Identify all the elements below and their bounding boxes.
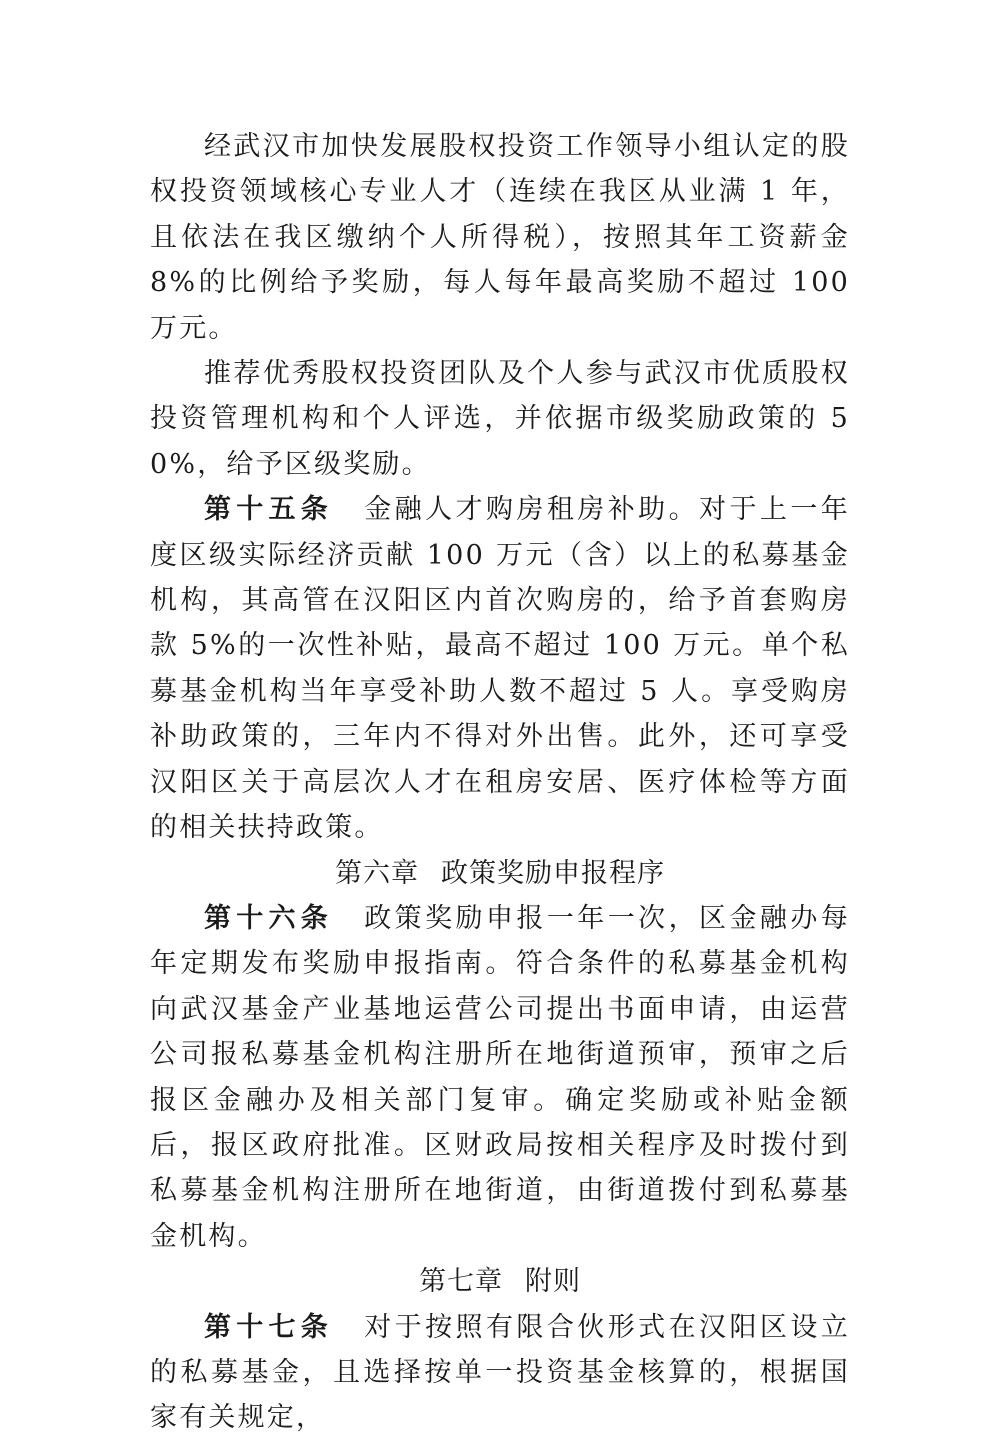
- document-body: [150, 124, 850, 1441]
- article-17-text: 对于按照有限合伙形式在汉阳区设立的私募基金，且选择按单一投资基金核算的，根据国家有关规定，: [150, 1311, 851, 1434]
- article-15-text: 金融人才购房租房补助。对于上一年度区级实际经济贡献 100 万元（含）以上的私募基金机构，其高管在汉阳区内首次购房的，给予首套购房款 5%的一次性补贴，最高不超过 100 万元。单个私募基金机构当年享受补助人数不超过 5 人。享受购房补助政策的，三年内不得对外出售。此外，还可享受汉阳区关于高层次人才在租房安居、医疗体检等方面的相关扶持政策。: [150, 494, 851, 844]
- article-17: [150, 1305, 850, 1441]
- article-16-label: 第十六条: [204, 902, 333, 934]
- chapter-6-number: 第六章: [335, 857, 419, 889]
- article-15-label: 第十五条: [204, 494, 333, 526]
- article-16: [150, 896, 850, 1259]
- chapter-7-heading: [150, 1259, 850, 1304]
- paragraph-talent-reward: 经武汉市加快发展股权投资工作领导小组认定的股权投资领域核心专业人才（连续在我区从业满 1 年，且依法在我区缴纳个人所得税），按照其年工资薪金 8%的比例给予奖励，每人每年最高奖励不超过 100 万元。: [150, 131, 850, 344]
- article-17-label: 第十七条: [204, 1311, 333, 1343]
- chapter-6-heading: [150, 851, 850, 896]
- chapter-6-title: 政策奖励申报程序: [441, 857, 665, 889]
- paragraph-team-recommendation: 推荐优秀股权投资团队及个人参与武汉市优质股权投资管理机构和个人评选，并依据市级奖励政策的 50%，给予区级奖励。: [150, 358, 850, 480]
- article-16-text: 政策奖励申报一年一次，区金融办每年定期发布奖励申报指南。符合条件的私募基金机构向武汉基金产业基地运营公司提出书面申请，由运营公司报私募基金机构注册所在地街道预审，预审之后报区金融办及相关部门复审。确定奖励或补贴金额后，报区政府批准。区财政局按相关程序及时拨付到私募基金机构注册所在地街道，由街道拨付到私募基金机构。: [150, 902, 851, 1252]
- chapter-7-number: 第七章: [419, 1266, 503, 1298]
- article-15: [150, 487, 850, 850]
- chapter-7-title: 附则: [525, 1266, 581, 1298]
